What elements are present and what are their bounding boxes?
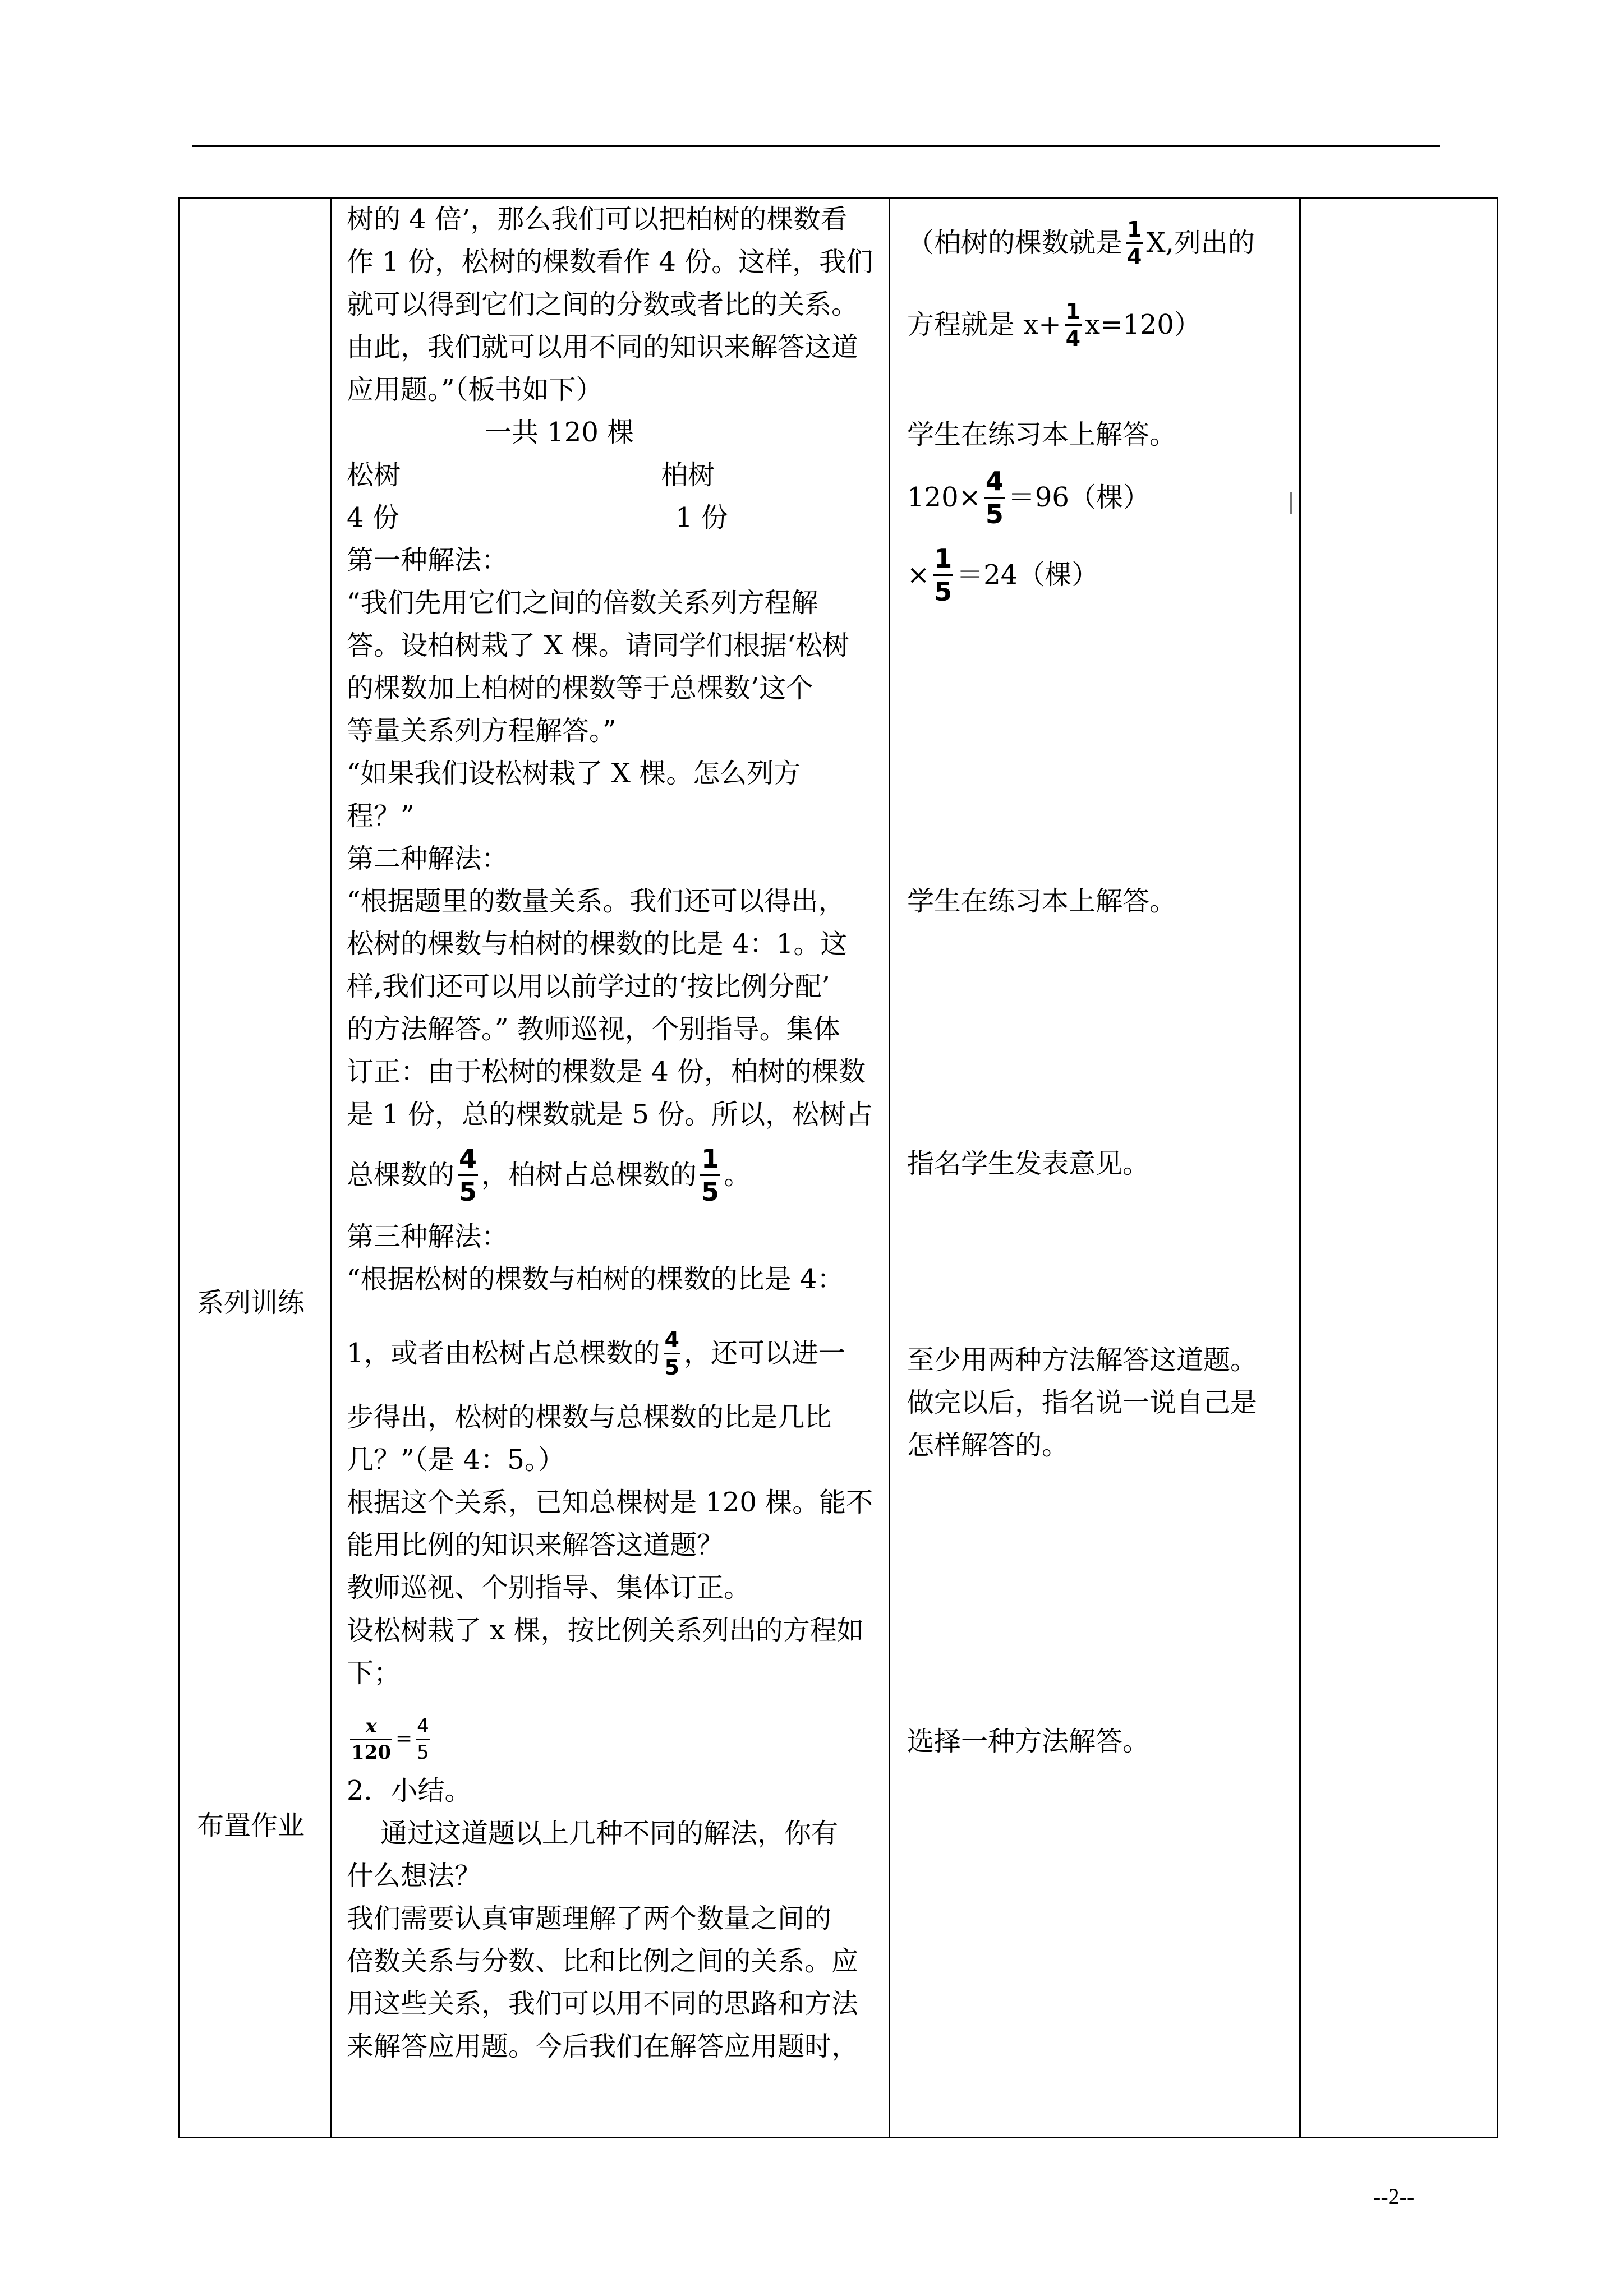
text-line: 怎样解答的。 [907, 1430, 1069, 1461]
text-line: 倍数关系与分数、比和比例之间的关系。应 [347, 1945, 859, 1977]
fraction-line [347, 1141, 751, 1209]
summary-heading: 2．小结。 [347, 1775, 472, 1806]
header-rule [192, 145, 1440, 147]
denominator: 5 [985, 499, 1004, 529]
text-line: 什么想法？ [347, 1860, 482, 1892]
text-line: “如果我们设松树栽了 X 棵。怎么列方 [347, 758, 801, 789]
text-line: 样,我们还可以用以前学过的‘按比例分配’ [347, 971, 830, 1002]
text-span: ＝96（棵） [1007, 482, 1150, 513]
proportion-equation [347, 1711, 434, 1767]
text-line: 通过这道题以上几种不同的解法，你有 [380, 1818, 839, 1849]
text-line: 学生在练习本上解答。 [907, 886, 1177, 917]
text-line: 做完以后，指名说一说自己是 [907, 1387, 1258, 1418]
text-span: 120× [907, 482, 981, 513]
section-homework-label: 布置作业 [197, 1810, 305, 1841]
numerator: 4 [459, 1143, 477, 1174]
text-span: ＝24（棵） [956, 559, 1099, 591]
text-line: 我们需要认真审题理解了两个数量之间的 [347, 1903, 832, 1934]
fraction-bar [416, 1739, 430, 1740]
fraction-bar [700, 1174, 720, 1176]
fraction-line [347, 1320, 845, 1387]
fraction-line [907, 215, 1255, 271]
fraction-line [907, 297, 1201, 353]
text-span: 。 [724, 1159, 751, 1191]
text-line: 的棵数加上柏树的棵数等于总棵数’这个 [347, 672, 813, 704]
text-span: 1，或者由松树占总棵数的 [347, 1338, 660, 1369]
fraction-four-fifths [984, 465, 1005, 529]
text-line: 由此，我们就可以用不同的知识来解答这道 [347, 331, 859, 363]
board-total-label: 一共 120 棵 [485, 417, 634, 448]
text-line: 教师巡视、个别指导、集体订正。 [347, 1572, 751, 1603]
numerator: 4 [417, 1714, 429, 1737]
scan-mark [1290, 492, 1292, 514]
calculation-line [907, 541, 1098, 608]
text-line: “根据题里的数量关系。我们还可以得出， [347, 886, 845, 917]
fraction-bar [1065, 324, 1082, 326]
lesson-table [178, 197, 1498, 2138]
fraction-bar [458, 1174, 478, 1176]
text-line: 订正：由于松树的棵数是 4 份，柏树的棵数 [347, 1056, 866, 1087]
text-line: 松树的棵数与柏树的棵数的比是 4：1。这 [347, 928, 848, 960]
section-training-label: 系列训练 [197, 1287, 305, 1318]
fraction-bar [1126, 242, 1143, 244]
fraction-one-quarter [1126, 216, 1143, 269]
text-line: 选择一种方法解答。 [907, 1726, 1150, 1757]
text-span: ，还可以进一 [684, 1338, 846, 1369]
text-line: “根据松树的棵数与柏树的棵数的比是 4： [347, 1264, 844, 1295]
numerator: 1 [1065, 298, 1081, 324]
text-line: 树的 4 倍’，那么我们可以把柏树的棵数看 [347, 204, 848, 235]
numerator: 1 [934, 543, 953, 574]
text-line: 下； [347, 1657, 401, 1689]
fraction-bar [984, 497, 1005, 499]
denominator: 5 [417, 1741, 429, 1764]
numerator: 1 [701, 1143, 720, 1174]
teacher-column [332, 199, 890, 2138]
numerator: 4 [664, 1327, 679, 1352]
fraction-x-over-120 [350, 1716, 392, 1763]
text-line: 根据这个关系，已知总棵树是 120 棵。能不 [347, 1487, 873, 1518]
fraction-four-fifths [458, 1145, 478, 1205]
fraction-four-fifths [416, 1716, 430, 1763]
board-cypress-parts: 1 份 [675, 502, 728, 533]
equals-sign: = [395, 1727, 413, 1750]
text-line: 的方法解答。” 教师巡视，个别指导。集体 [347, 1013, 840, 1045]
board-cypress-label: 柏树 [661, 459, 715, 491]
denominator: 120 [351, 1741, 391, 1764]
text-line: “我们先用它们之间的倍数关系列方程解 [347, 587, 818, 619]
denominator: 5 [459, 1176, 477, 1207]
denominator: 5 [934, 576, 953, 607]
denominator: 5 [701, 1176, 720, 1207]
method-two-heading: 第二种解法： [347, 843, 509, 874]
denominator: 4 [1127, 244, 1142, 269]
fraction-one-fifth [933, 545, 953, 605]
text-line: 等量关系列方程解答。” [347, 715, 617, 746]
text-span: （柏树的棵数就是 [907, 227, 1123, 259]
text-line: 来解答应用题。今后我们在解答应用题时， [347, 2031, 859, 2062]
text-line: 学生在练习本上解答。 [907, 419, 1177, 450]
numerator: 4 [985, 465, 1004, 496]
denominator: 4 [1065, 326, 1081, 351]
text-span: 总棵数的 [347, 1159, 455, 1191]
text-span: x=120） [1085, 309, 1201, 340]
text-line: 应用题。”（板书如下） [347, 374, 603, 405]
text-line: 用这些关系，我们可以用不同的思路和方法 [347, 1988, 859, 2020]
text-span: × [907, 559, 930, 591]
student-column [890, 199, 1300, 2138]
fraction-bar [933, 574, 953, 576]
denominator: 5 [664, 1354, 679, 1380]
method-three-heading: 第三种解法： [347, 1221, 509, 1252]
text-line: 是 1 份，总的棵数就是 5 份。所以，松树占 [347, 1099, 873, 1130]
page-number: --2-- [1373, 2184, 1415, 2209]
fraction-one-quarter [1065, 298, 1082, 351]
text-line: 答。设柏树栽了 X 棵。请同学们根据‘松树 [347, 630, 849, 661]
text-line: 就可以得到它们之间的分数或者比的关系。 [347, 289, 859, 320]
text-span: X,列出的 [1146, 227, 1255, 259]
board-pine-label: 松树 [347, 459, 401, 491]
text-span: 方程就是 x+ [907, 309, 1061, 340]
section-column [180, 199, 332, 2138]
notes-column [1300, 199, 1498, 2138]
board-pine-parts: 4 份 [347, 502, 399, 533]
fraction-one-fifth [700, 1145, 720, 1205]
numerator: 1 [1127, 216, 1142, 242]
text-line: 设松树栽了 x 棵，按比例关系列出的方程如 [347, 1615, 864, 1646]
fraction-bar [664, 1353, 680, 1354]
text-line: 程？” [347, 800, 415, 832]
text-line: 指名学生发表意见。 [907, 1148, 1150, 1179]
numerator: x [365, 1714, 377, 1737]
text-line: 作 1 份，松树的棵数看作 4 份。这样，我们 [347, 246, 873, 278]
text-line: 能用比例的知识来解答这道题？ [347, 1529, 724, 1561]
fraction-four-fifths [664, 1329, 680, 1378]
fraction-bar [350, 1739, 392, 1740]
text-line: 几？”（是 4：5。） [347, 1444, 565, 1476]
text-line: 步得出，松树的棵数与总棵数的比是几比 [347, 1401, 832, 1433]
text-line: 至少用两种方法解答这道题。 [907, 1344, 1258, 1376]
method-one-heading: 第一种解法： [347, 545, 509, 576]
calculation-line [907, 464, 1150, 531]
text-span: ，柏树占总棵数的 [481, 1159, 697, 1191]
